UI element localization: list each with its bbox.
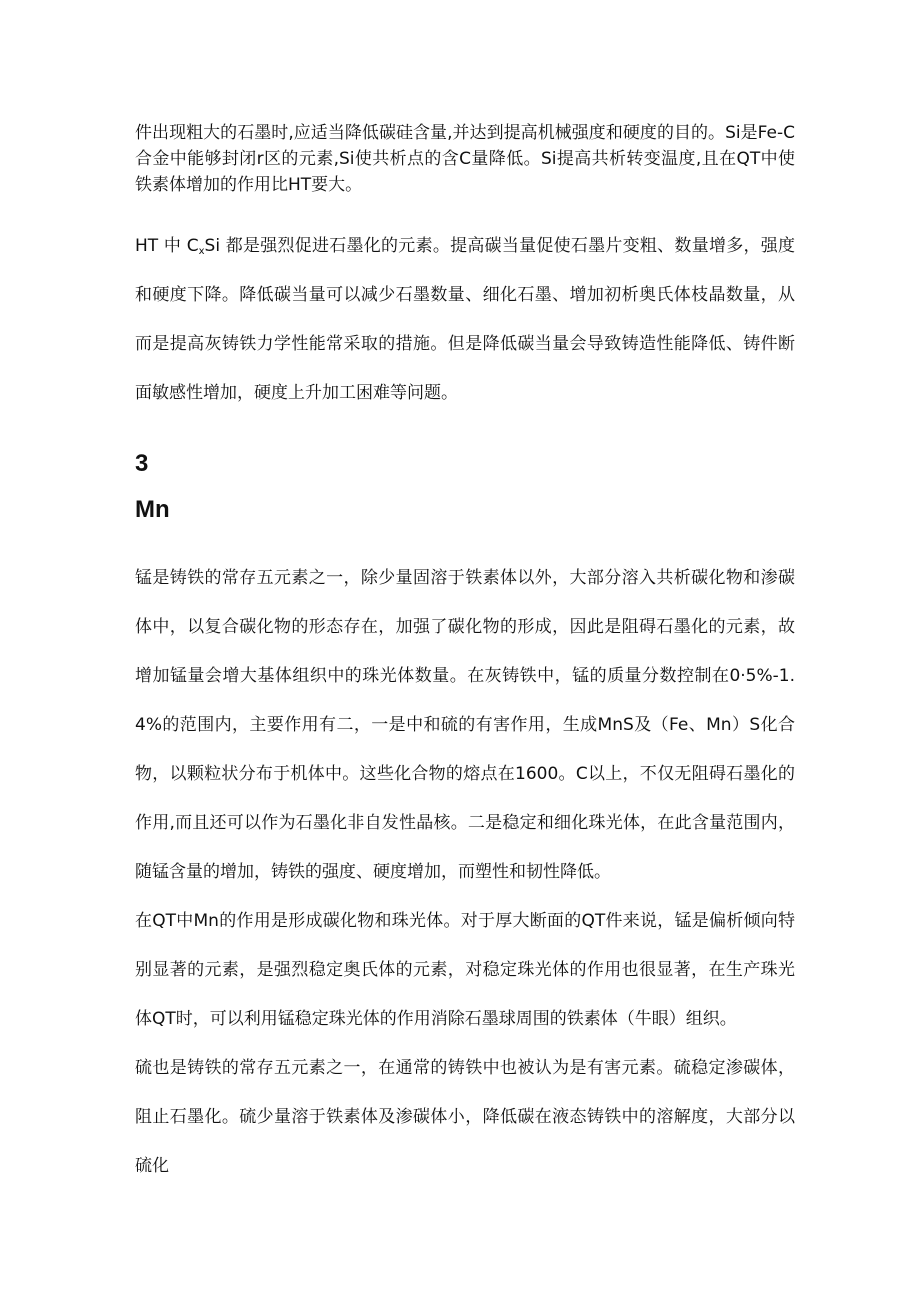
paragraph-manganese-role: 锰是铸铁的常存五元素之一，除少量固溶于铁素体以外，大部分溶入共析碳化物和渗碳体中，以复合碳化物的形态存在，加强了碳化物的形成，因此是阻碍石墨化的元素，故增加锰量会增大基体组织中的珠光体数量。在灰铸铁中，锰的质量分数控制在0·5%-1.4%的范围内，主要作用有二，一是中和硫的有害作用，生成MnS及（Fe、Mn）S化合物，以颗粒状分布于机体中。这些化合物的熔点在1600。C以上，不仅无阻碍石墨化的作用,而且还可以作为石墨化非自发性晶核。二是稳定和细化珠光体，在此含量范围内，随锰含量的增加，铸铁的强度、硬度增加，而塑性和韧性降低。: [135, 568, 795, 882]
paragraph-carbon-equivalent: [135, 222, 795, 418]
document-page: [135, 120, 795, 1191]
section-title: Mn: [135, 496, 170, 523]
paragraph-manganese-qt: 在QT中Mn的作用是形成碳化物和珠光体。对于厚大断面的QT件来说，锰是偏析倾向特别显著的元素，是强烈稳定奥氏体的元素，对稳定珠光体的作用也很显著，在生产珠光体QT时，可以利用锰稳定珠光体的作用消除石墨球周围的铁素体（牛眼）组织。: [135, 911, 795, 1029]
paragraph-carbon-equivalent-prefix: HT 中 C: [135, 236, 199, 256]
paragraph-carbon-equivalent-rest: Si 都是强烈促进石墨化的元素。提高碳当量促使石墨片变粗、数量增多，强度和硬度下降。降低碳当量可以减少石墨数量、细化石墨、增加初析奥氏体枝晶数量，从而是提高灰铸铁力学性能常采取的措施。但是降低碳当量会导致铸造性能降低、铸件断面敏感性增加，硬度上升加工困难等问题。: [135, 236, 795, 403]
section-number: 3: [135, 450, 149, 477]
paragraph-sulfur: 硫也是铸铁的常存五元素之一，在通常的铸铁中也被认为是有害元素。硫稳定渗碳体，阻止石墨化。硫少量溶于铁素体及渗碳体小，降低碳在液态铸铁中的溶解度，大部分以硫化: [135, 1058, 795, 1176]
paragraph-si-effects: 件出现粗大的石墨时,应适当降低碳硅含量,并达到提高机械强度和硬度的目的。Si是Fe-C合金中能够封闭r区的元素,Si使共析点的含C量降低。Si提高共析转变温度,且在QT中使铁素体增加的作用比HT要大。: [135, 123, 795, 195]
subscript-x: x: [198, 246, 205, 257]
